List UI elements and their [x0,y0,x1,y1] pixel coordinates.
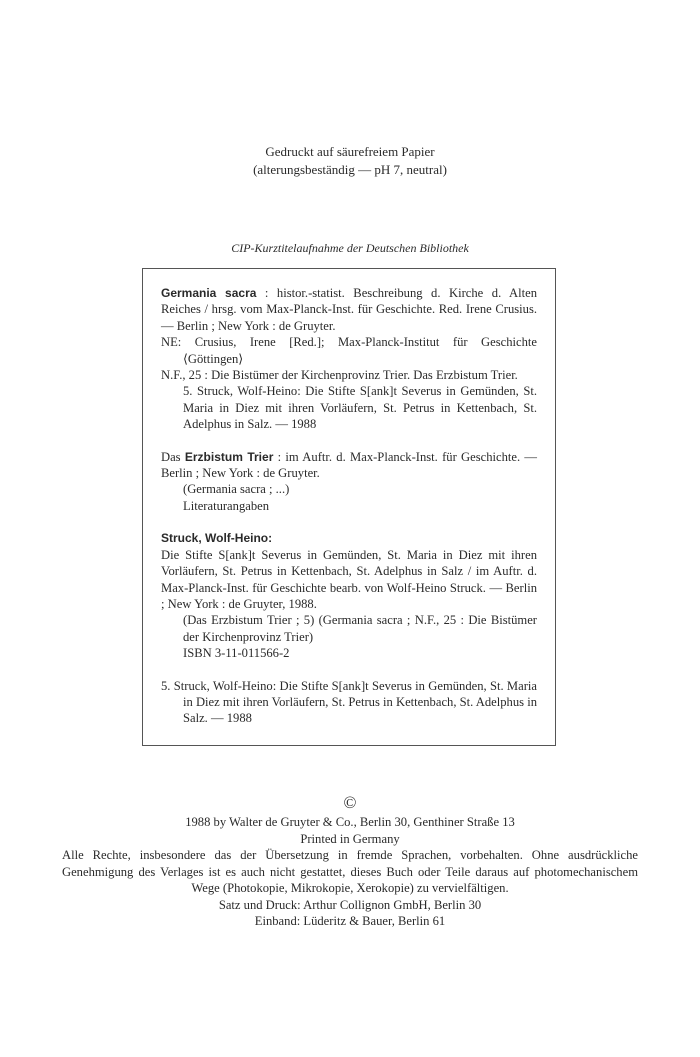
entry-prefix: Das [161,449,185,464]
entry-volume-line: 5. Struck, Wolf-Heino: Die Stifte S[ank]t Severus in Gemünden, St. Maria in Diez mit ihren Vorläufern, St. Petrus in Kettenbach, St. Adelphus in Salz. — 1988 [161,678,537,726]
entry-nf-line: N.F., 25 : Die Bistümer der Kirchenprovinz Trier. Das Erzbistum Trier. [161,368,518,383]
cip-entry-volume-5 [161,678,537,727]
entry-volume-line: 5. Struck, Wolf-Heino: Die Stifte S[ank]t Severus in Gemünden, St. Maria in Diez mit ihren Vorläufern, St. Petrus in Kettenbach, St. Adelphus in Salz. — 1988 [183,384,537,432]
cip-entry-germania-sacra [161,285,537,433]
entry-series: (Germania sacra ; ...) [183,482,290,497]
cip-record-box [142,268,556,746]
imprint-block [62,814,638,930]
entry-title: Germania sacra [161,286,257,300]
entry-title: Erzbistum Trier [184,449,274,464]
entry-author: Struck, Wolf-Heino: [161,531,273,546]
paper-note-line-2: (alterungsbeständig — pH 7, neutral) [253,162,447,177]
rights-notice: Alle Rechte, insbesondere das der Übersetzung in fremde Sprachen, vorbehalten. Ohne ausdrückliche Genehmigung des Verlages ist es auch nicht gestattet, dieses Buch oder Teile daraus auf photomechanischem Wege (Photokopie, Mikrokopie, Xerokopie) zu vervielfältigen. [62,848,638,895]
cip-entry-erzbistum-trier [161,449,537,515]
entry-ne-line: NE: Crusius, Irene [Red.]; Max-Planck-Institut für Geschichte ⟨Göttingen⟩ [161,335,537,366]
cip-entry-struck [161,530,537,661]
typesetting-line: Satz und Druck: Arthur Collignon GmbH, Berlin 30 [218,897,482,912]
printed-in-line: Printed in Germany [300,831,400,846]
paper-note-line-1: Gedruckt auf säurefreiem Papier [265,144,435,159]
cip-heading: CIP-Kurztitelaufnahme der Deutschen Bibliothek [231,241,469,255]
entry-description: : histor.-statist. Beschreibung d. Kirche d. Alten Reiches / hrsg. vom Max-Planck-Inst. für Geschichte. Red. Irene Crusius. — Berlin ; New York : de Gruyter. [161,286,538,333]
entry-note: Literaturangaben [183,498,270,513]
binding-line: Einband: Lüderitz & Bauer, Berlin 61 [254,914,446,928]
entry-description: : im Auftr. d. Max-Planck-Inst. für Geschichte. — Berlin ; New York : de Gruyter. [161,449,538,481]
copyright-symbol: © [343,793,357,812]
publisher-line: 1988 by Walter de Gruyter & Co., Berlin 30, Genthiner Straße 13 [185,815,515,829]
acid-free-paper-note [0,143,700,179]
entry-isbn: ISBN 3-11-011566-2 [183,646,290,661]
entry-series: (Das Erzbistum Trier ; 5) (Germania sacra ; N.F., 25 : Die Bistümer der Kirchenprovinz Trier) [183,613,537,644]
entry-body: Die Stifte S[ank]t Severus in Gemünden, St. Maria in Diez mit ihren Vorläufern, St. Petrus in Kettenbach, St. Adelphus in Salz / im Auftr. d. Max-Planck-Inst. für Geschichte bearb. von Wolf-Heino Struck. — Berlin ; New York : de Gruyter, 1988. [161,547,537,611]
